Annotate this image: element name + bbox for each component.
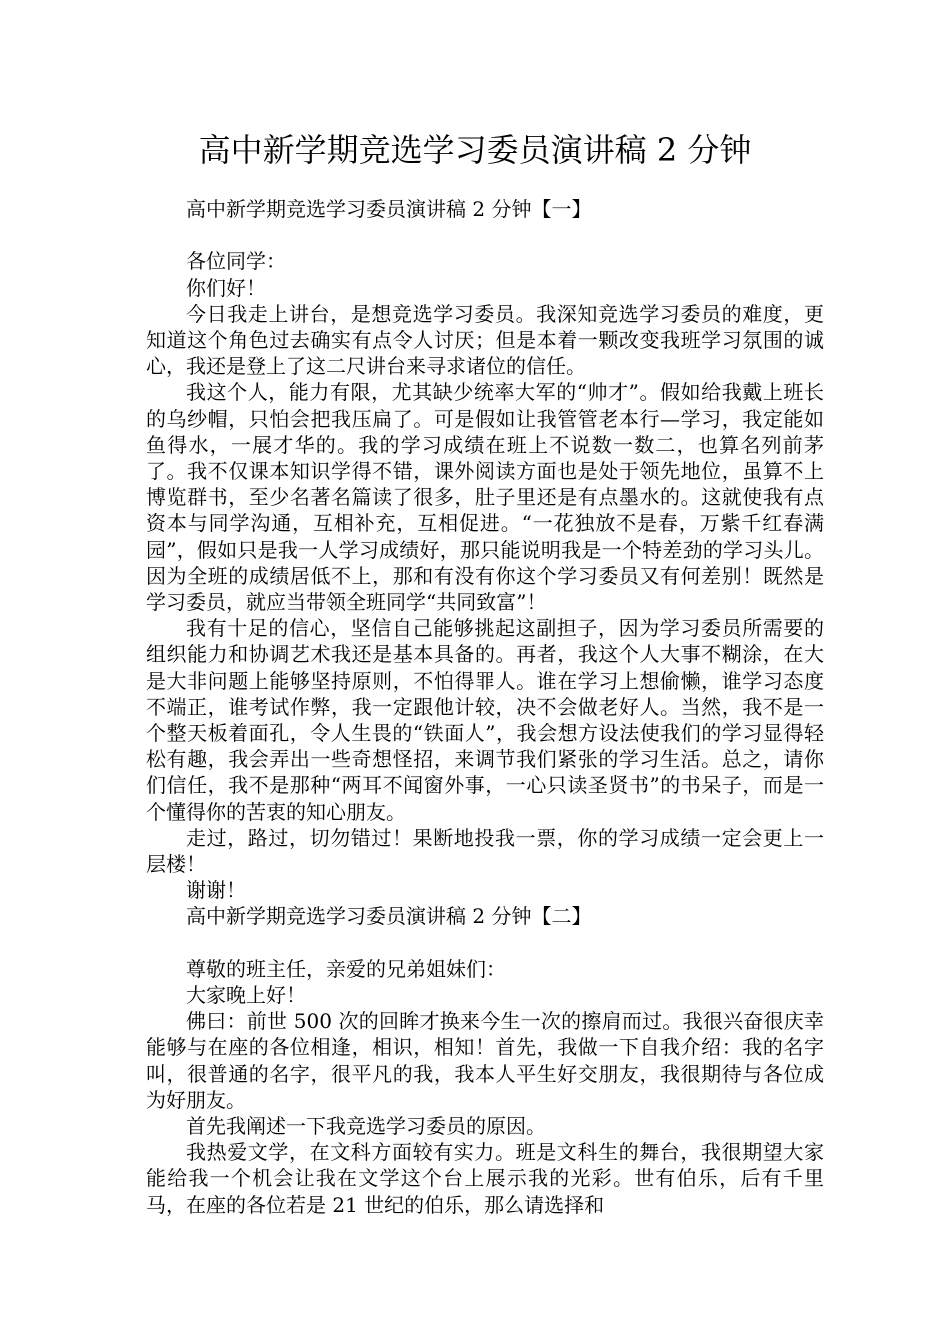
paragraph: 我热爱文学，在文科方面较有实力。班是文科生的舞台，我很期望大家能给我一个机会让我在文学这个台上展示我的光彩。世有伯乐，后有千里马，在座的各位若是 21 世纪的伯乐，那么请选择和 <box>146 1140 824 1217</box>
paragraph: 我有十足的信心，坚信自己能够挑起这副担子，因为学习委员所需要的组织能力和协调艺术我还是基本具备的。再者，我这个人大事不糊涂，在大是大非问题上能够坚持原则，不怕得罪人。谁在学习上想偷懒，谁学习态度不端正，谁考试作弊，我一定跟他计较，决不会做老好人。当然，我不是一个整天板着面孔，令人生畏的“铁面人”，我会想方设法使我们的学习显得轻松有趣，我会弄出一些奇想怪招，来调节我们紧张的学习生活。总之，请你们信任，我不是那种“两耳不闻窗外事，一心只读圣贤书”的书呆子，而是一个懂得你的苦衷的知心朋友。 <box>146 616 824 824</box>
blank-line <box>146 222 824 248</box>
paragraph: 今日我走上讲台，是想竞选学习委员。我深知竞选学习委员的难度，更知道这个角色过去确实有点令人讨厌；但是本着一颗改变我班学习氛围的诚心，我还是登上了这二尺讲台来寻求诸位的信任。 <box>146 301 824 379</box>
closing: 谢谢！ <box>186 878 246 903</box>
document-body <box>146 196 824 1218</box>
salutation: 各位同学： <box>186 249 286 274</box>
greeting: 大家晚上好！ <box>186 983 306 1008</box>
section-heading-2: 高中新学期竞选学习委员演讲稿 2 分钟【二】 <box>186 904 592 929</box>
paragraph: 首先我阐述一下我竞选学习委员的原因。 <box>186 1114 546 1139</box>
paragraph: 我这个人，能力有限，尤其缺少统率大军的“帅才”。假如给我戴上班长的乌纱帽，只怕会把我压扁了。可是假如让我管管老本行—学习，我定能如鱼得水，一展才华的。我的学习成绩在班上不说数一数二，也算名列前茅了。我不仅课本知识学得不错，课外阅读方面也是处于领先地位，虽算不上博览群书，至少名著名篇读了很多，肚子里还是有点墨水的。这就使我有点资本与同学沟通，互相补充，互相促进。“一花独放不是春，万紫千红春满园”，假如只是我一人学习成绩好，那只能说明我是一个特差劲的学习头儿。因为全班的成绩居低不上，那和有没有你这个学习委员又有何差别！既然是学习委员，就应当带领全班同学“共同致富”！ <box>146 380 824 615</box>
paragraph: 走过，路过，切勿错过！果断地投我一票，你的学习成绩一定会更上一层楼！ <box>146 825 824 877</box>
section-heading-1: 高中新学期竞选学习委员演讲稿 2 分钟【一】 <box>186 197 592 221</box>
document-title: 高中新学期竞选学习委员演讲稿 2 分钟 <box>198 131 752 169</box>
salutation: 尊敬的班主任，亲爱的兄弟姐妹们： <box>186 956 506 981</box>
greeting: 你们好！ <box>186 275 266 300</box>
paragraph: 佛曰：前世 500 次的回眸才换来今生一次的擦肩而过。我很兴奋很庆幸能够与在座的各位相逢，相识，相知！首先，我做一下自我介绍：我的名字叫，很普通的名字，很平凡的我，我本人平生好交朋友，我很期待与各位成为好朋友。 <box>146 1009 824 1112</box>
blank-line <box>146 930 824 956</box>
